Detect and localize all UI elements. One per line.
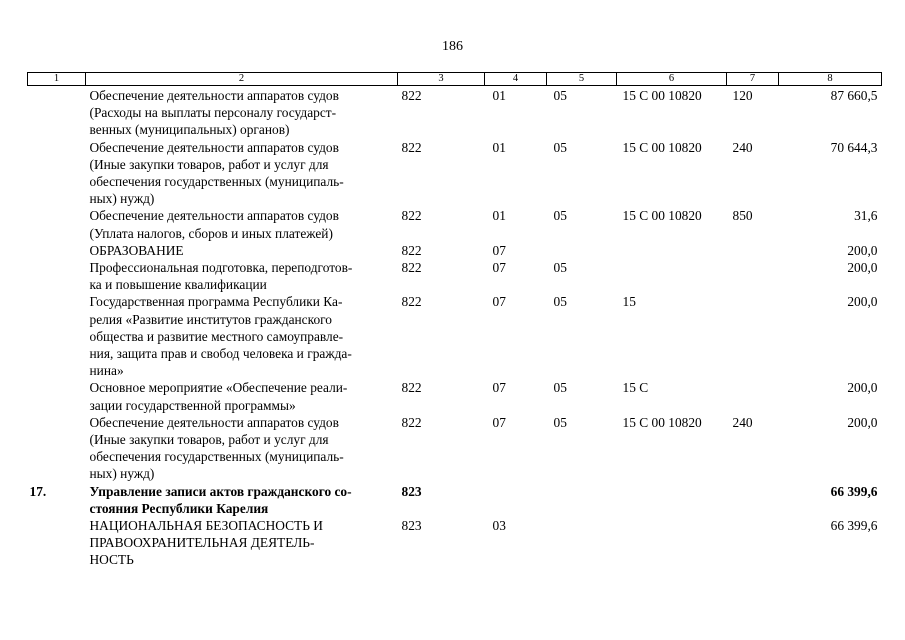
- table-row: [28, 517, 882, 569]
- subsection-code: 05: [553, 380, 567, 396]
- expense-type-code: [727, 483, 779, 517]
- table-body: [28, 86, 882, 569]
- column-header: 5: [547, 73, 617, 86]
- column-header: 8: [779, 73, 882, 86]
- target-article-code: [617, 259, 727, 293]
- column-header: 4: [485, 73, 547, 86]
- expense-type-code: [727, 259, 779, 293]
- amount: 200,0: [847, 242, 878, 258]
- expense-type-code: 850: [732, 208, 753, 224]
- row-name-line: Обеспечение деятельности аппаратов судов: [89, 139, 339, 155]
- row-name-line: общества и развитие местного самоуправле-: [89, 328, 344, 344]
- ministry-code: 822: [401, 294, 422, 310]
- subsection-code: 05: [553, 414, 567, 430]
- row-number: [28, 259, 86, 293]
- ministry-code: 822: [401, 242, 422, 258]
- expense-type-code: [727, 379, 779, 413]
- row-name-line: (Иные закупки товаров, работ и услуг для: [89, 156, 329, 172]
- target-article-code: 15: [622, 294, 636, 310]
- ministry-code: 823: [401, 518, 422, 534]
- table-row: [28, 207, 882, 241]
- budget-table: [27, 72, 882, 569]
- row-name-line: стояния Республики Карелия: [89, 500, 269, 516]
- amount: 70 644,3: [830, 139, 878, 155]
- ministry-code: 822: [401, 208, 422, 224]
- row-name: [86, 293, 398, 379]
- row-number: [28, 414, 86, 483]
- column-header: 6: [617, 73, 727, 86]
- section-code: 01: [492, 139, 506, 155]
- amount: 200,0: [847, 294, 878, 310]
- target-article-code: [617, 242, 727, 259]
- column-header: 7: [727, 73, 779, 86]
- expense-type-code: [727, 242, 779, 259]
- amount: 200,0: [847, 260, 878, 276]
- table-row: [28, 242, 882, 259]
- section-code: 07: [492, 414, 506, 430]
- section-code: 03: [492, 518, 506, 534]
- row-name-line: ОБРАЗОВАНИЕ: [89, 242, 184, 258]
- subsection-code: 05: [553, 88, 567, 103]
- page-number: 186: [442, 39, 463, 54]
- table-row: [28, 86, 882, 139]
- row-number: [28, 379, 86, 413]
- expense-type-code: 240: [732, 414, 753, 430]
- expense-type-code: [727, 517, 779, 569]
- row-number: [28, 293, 86, 379]
- row-name-line: НОСТЬ: [89, 552, 134, 568]
- row-name: [86, 379, 398, 413]
- header-row: [28, 73, 882, 86]
- target-article-code: [617, 483, 727, 517]
- row-name-line: обеспечения государственных (муниципаль-: [89, 449, 344, 465]
- expense-type-code: 240: [732, 139, 753, 155]
- amount: 87 660,5: [830, 88, 878, 103]
- section-code: 07: [492, 294, 506, 310]
- section-code: 07: [492, 242, 506, 258]
- amount: 200,0: [847, 380, 878, 396]
- row-name-line: Профессиональная подготовка, переподготов-: [89, 260, 353, 276]
- subsection-code: [547, 517, 617, 569]
- row-name-line: нина»: [89, 363, 124, 379]
- row-number: [28, 207, 86, 241]
- table-row: [28, 293, 882, 379]
- amount: 200,0: [847, 414, 878, 430]
- row-name-line: венных (муниципальных) органов): [89, 122, 290, 138]
- row-name: [86, 259, 398, 293]
- column-header: 3: [398, 73, 485, 86]
- section-code: 01: [492, 208, 506, 224]
- row-name-line: Основное мероприятие «Обеспечение реали-: [89, 380, 348, 396]
- section-code: 01: [492, 88, 506, 103]
- row-name: [86, 86, 398, 139]
- expense-type-code: 120: [732, 88, 753, 103]
- target-article-code: 15 С 00 10820: [622, 139, 702, 155]
- row-name: [86, 414, 398, 483]
- target-article-code: 15 С 00 10820: [622, 208, 702, 224]
- row-name-line: (Уплата налогов, сборов и иных платежей): [89, 225, 333, 241]
- row-name-line: ных) нужд): [89, 466, 155, 482]
- row-number: [28, 139, 86, 208]
- subsection-code: 05: [553, 139, 567, 155]
- ministry-code: 823: [401, 483, 422, 499]
- row-name-line: релия «Развитие институтов гражданского: [89, 311, 332, 327]
- section-code: [485, 483, 547, 517]
- row-name-line: Обеспечение деятельности аппаратов судов: [89, 414, 339, 430]
- amount: 31,6: [854, 208, 878, 224]
- subsection-code: 05: [553, 260, 567, 276]
- row-name-line: Обеспечение деятельности аппаратов судов: [89, 88, 339, 103]
- subsection-code: [547, 242, 617, 259]
- row-name-line: ния, защита прав и свобод человека и гражда-: [89, 346, 352, 362]
- expense-type-code: [727, 293, 779, 379]
- row-name-line: ка и повышение квалификации: [89, 277, 267, 293]
- row-name: [86, 242, 398, 259]
- ministry-code: 822: [401, 414, 422, 430]
- subsection-code: [547, 483, 617, 517]
- row-number: [28, 86, 86, 139]
- row-name-line: обеспечения государственных (муниципаль-: [89, 174, 344, 190]
- row-name: [86, 139, 398, 208]
- row-name-line: Государственная программа Республики Ка-: [89, 294, 343, 310]
- row-name-line: Обеспечение деятельности аппаратов судов: [89, 208, 339, 224]
- row-name-line: ПРАВООХРАНИТЕЛЬНАЯ ДЕЯТЕЛЬ-: [89, 535, 315, 551]
- amount: 66 399,6: [830, 483, 878, 499]
- section-code: 07: [492, 380, 506, 396]
- subsection-code: 05: [553, 208, 567, 224]
- row-name-line: Управление записи актов гражданского со-: [89, 483, 352, 499]
- column-header: 1: [28, 73, 86, 86]
- table-row: [28, 483, 882, 517]
- row-name-line: (Расходы на выплаты персоналу государст-: [89, 105, 337, 121]
- row-name: [86, 483, 398, 517]
- table-row: [28, 414, 882, 483]
- ministry-code: 822: [401, 260, 422, 276]
- ministry-code: 822: [401, 88, 422, 103]
- row-name-line: (Иные закупки товаров, работ и услуг для: [89, 432, 329, 448]
- column-header: 2: [86, 73, 398, 86]
- row-name: [86, 207, 398, 241]
- row-number: [28, 517, 86, 569]
- ministry-code: 822: [401, 139, 422, 155]
- subsection-code: 05: [553, 294, 567, 310]
- target-article-code: 15 С: [622, 380, 649, 396]
- target-article-code: 15 С 00 10820: [622, 88, 702, 103]
- table-row: [28, 379, 882, 413]
- row-name-line: зации государственной программы»: [89, 397, 296, 413]
- target-article-code: [617, 517, 727, 569]
- table-row: [28, 139, 882, 208]
- row-number: [28, 242, 86, 259]
- target-article-code: 15 С 00 10820: [622, 414, 702, 430]
- ministry-code: 822: [401, 380, 422, 396]
- row-name: [86, 517, 398, 569]
- row-name-line: ных) нужд): [89, 191, 155, 207]
- section-code: 07: [492, 260, 506, 276]
- table-row: [28, 259, 882, 293]
- amount: 66 399,6: [830, 518, 878, 534]
- row-name-line: НАЦИОНАЛЬНАЯ БЕЗОПАСНОСТЬ И: [89, 518, 323, 534]
- row-number: 17.: [29, 483, 47, 499]
